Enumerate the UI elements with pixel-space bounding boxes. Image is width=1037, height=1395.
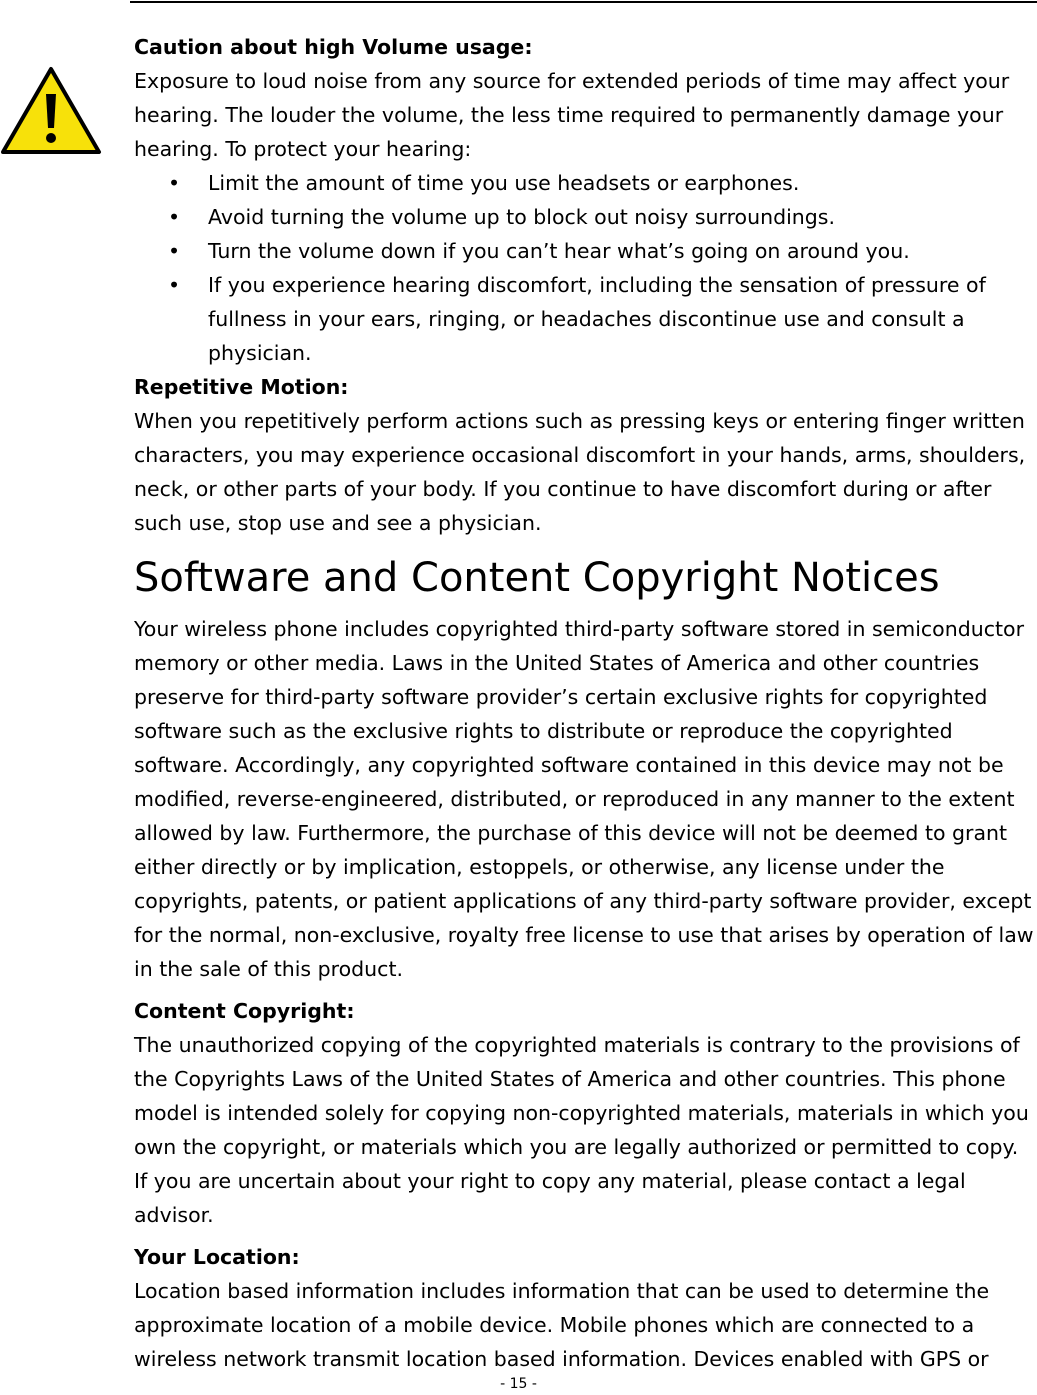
caution-intro: Exposure to loud noise from any source for extended periods of time may affect your hearing. The louder the volume, the less time required to permanently damage your hearing. To protect your hearing: [134,69,1010,161]
caution-bullet-1: • Limit the amount of time you use headsets or earphones. [134,166,1034,200]
software-body: Your wireless phone includes copyrighted third-party software stored in semiconductor memory or other media. Laws in the United States of America and other countries preserve for third-party software provider’s certain exclusive rights for copyrighted software such as the exclusive rights to distribute or reproduce the copyrighted software. Accordingly, any copyrighted software contained in this device may not be modified, reverse-engineered, distributed, or reproduced in any manner to the extent allowed by law. Furthermore, the purchase of this device will not be deemed to grant either directly or by implication, estoppels, or otherwise, any license under the copyrights, patents, or patient applications of any third-party software provider, except for the normal, non-exclusive, royalty free license to use that arises by operation of law in the sale of this product. [134,617,1034,981]
caution-bullet-list [134,166,1034,370]
top-rule [130,1,1037,3]
caution-bullet-2: • Avoid turning the volume up to block out noisy surroundings. [134,200,1034,234]
warning-triangle-icon [0,66,102,156]
content-copyright-body: The unauthorized copying of the copyrighted materials is contrary to the provisions of the Copyrights Laws of the United States of America and other countries. This phone model is intended solely for copying non-copyrighted materials, materials in which you own the copyright, or materials which you are legally authorized or permitted to copy. If you are uncertain about your right to copy any material, please contact a legal advisor. [134,1033,1029,1227]
caution-bullet-4: • If you experience hearing discomfort, including the sensation of pressure of fullness in your ears, ringing, or headaches discontinue use and consult a physician. [134,268,1034,370]
caution-bullet-3: • Turn the volume down if you can’t hear what’s going on around you. [134,234,1034,268]
page-number: - 15 - [500,1376,537,1392]
location-heading: Your Location: [134,1245,300,1269]
repetitive-heading: Repetitive Motion: [134,375,349,399]
content-copyright-heading: Content Copyright: [134,999,355,1023]
caution-heading: Caution about high Volume usage: [134,35,533,59]
repetitive-body: When you repetitively perform actions such as pressing keys or entering finger written characters, you may experience occasional discomfort in your hands, arms, shoulders, neck, or other parts of your body. If you continue to have discomfort during or after such use, stop use and see a physician. [134,409,1026,535]
section-title: Software and Content Copyright Notices [134,555,940,601]
page-content [134,30,1034,1376]
location-body: Location based information includes information that can be used to determine the approximate location of a mobile device. Mobile phones which are connected to a wireless network transmit location based information. Devices enabled with GPS or [134,1279,990,1371]
